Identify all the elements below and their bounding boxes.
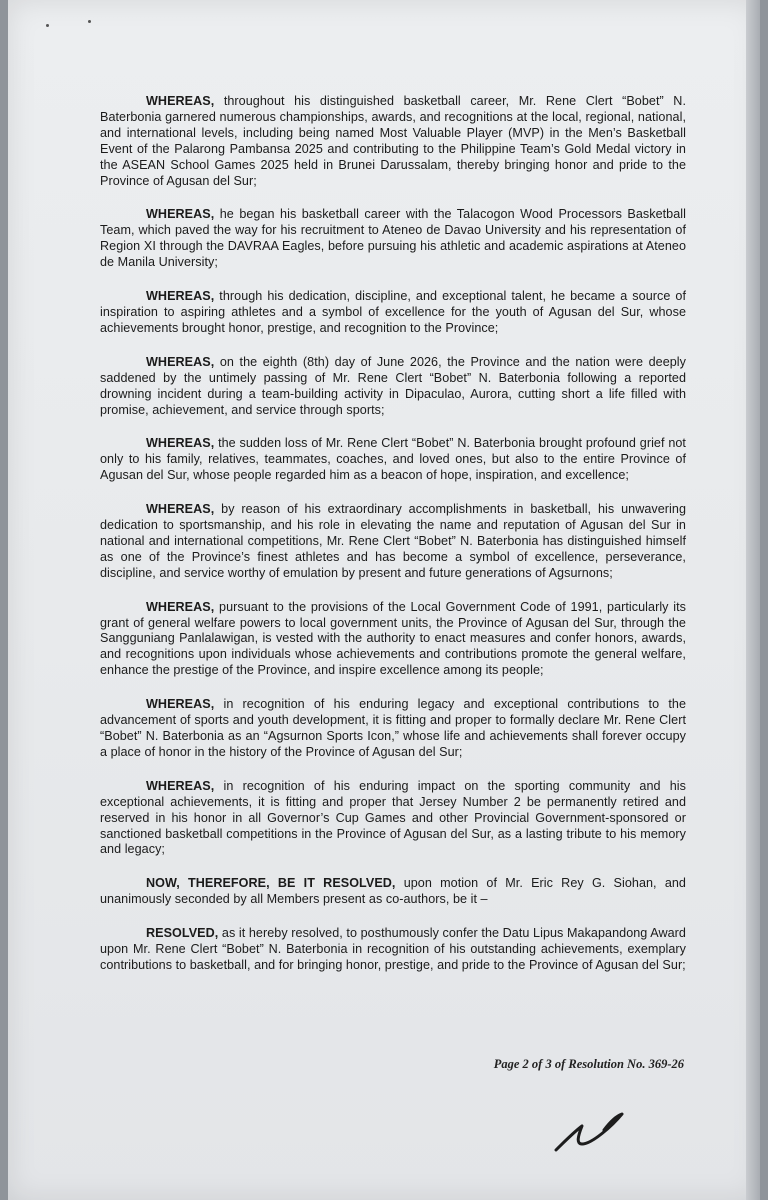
paragraph-lead: RESOLVED, xyxy=(146,926,219,941)
paragraph-text: as it hereby resolved, to posthumously confer the Datu Lipus Makapandong Award upon Mr. Rene Clert “Bobet” N. Baterbonia in recognition of his outstanding achievements, exemplary contributions to basketball, and for bringing honor, prestige, and pride to the Province of Agusan del Sur; xyxy=(100,926,686,972)
paragraph-lead: NOW, THEREFORE, BE IT RESOLVED, xyxy=(146,876,396,891)
paragraph-lead: WHEREAS, xyxy=(146,778,215,793)
resolved-clause-award xyxy=(100,926,686,974)
paper-specks xyxy=(36,14,116,34)
resolution-body xyxy=(100,94,686,992)
paragraph-lead: WHEREAS, xyxy=(146,207,215,222)
paragraph-text: in recognition of his enduring impact on the sporting community and his exceptional achievements, it is fitting and proper that Jersey Number 2 be permanently retired and reserved in his honor in all Governor’s Cup Games and other Provincial Government-sponsored or sanctioned basketball competitions in the Province of Agusan del Sur, as a lasting tribute to his memory and legacy; xyxy=(100,778,686,857)
paragraph-lead: WHEREAS, xyxy=(146,354,215,369)
paragraph-lead: WHEREAS, xyxy=(146,94,215,108)
signature-mark xyxy=(552,1106,628,1156)
paragraph-text: in recognition of his enduring legacy and exceptional contributions to the advancement of sports and youth development, it is fitting and proper to formally declare Mr. Rene Clert “Bobet” N. Baterbonia as an “Agsurnon Sports Icon,” whose life and achievements shall forever occupy a place of honor in the history of the Province of Agusan del Sur; xyxy=(100,697,686,759)
resolved-clause-motion xyxy=(100,876,686,908)
paragraph-lead: WHEREAS, xyxy=(146,502,215,517)
paragraph-lead: WHEREAS, xyxy=(146,599,215,614)
paragraph-lead: WHEREAS, xyxy=(146,436,215,451)
page-edge xyxy=(746,0,760,1200)
paragraph-lead: WHEREAS, xyxy=(146,697,215,712)
paragraph-text: upon motion of Mr. Eric Rey G. Siohan, and unanimously seconded by all Members present as co-authors, be it – xyxy=(100,876,686,907)
whereas-paragraph-4 xyxy=(100,355,686,419)
paragraph-lead: WHEREAS, xyxy=(146,289,215,304)
whereas-paragraph-6 xyxy=(100,502,686,582)
paragraph-text: he began his basketball career with the Talacogon Wood Processors Basketball Team, which paved the way for his recruitment to Ateneo de Davao University and his representation of Region XI through the DAVRAA Eagles, before pursuing his athletic and academic aspirations at Ateneo de Manila University; xyxy=(100,207,686,270)
whereas-paragraph-7 xyxy=(100,600,686,680)
paragraph-text: throughout his distinguished basketball career, Mr. Rene Clert “Bobet” N. Baterbonia garnered numerous championships, awards, and recognitions at the local, regional, national, and international levels, including being named Most Valuable Player (MVP) in the Men’s Basketball Event of the Palarong Pambansa 2025 and contributing to the Philippine Team’s Gold Medal victory in the ASEAN School Games 2025 held in Brunei Darussalam, thereby bringing honor and pride to the Province of Agusan del Sur; xyxy=(100,94,686,188)
paragraph-text: by reason of his extraordinary accomplishments in basketball, his unwavering dedication to sportsmanship, and his role in elevating the name and reputation of Agusan del Sur in national and international competitions, Mr. Rene Clert “Bobet” N. Baterbonia has distinguished himself as one of the Province’s finest athletes and has become a symbol of excellence, perseverance, discipline, and service worthy of emulation by present and future generations of Agsurnons; xyxy=(100,502,686,580)
document-page xyxy=(8,0,760,1200)
paragraph-text: the sudden loss of Mr. Rene Clert “Bobet” N. Baterbonia brought profound grief not only to his family, relatives, teammates, coaches, and loved ones, but also to the entire Province of Agusan del Sur, whose people regarded him as a beacon of hope, inspiration, and excellence; xyxy=(100,436,686,483)
paragraph-text: pursuant to the provisions of the Local Government Code of 1991, particularly its grant of general welfare powers to local government units, the Province of Agusan del Sur, through the Sangguniang Panlalawigan, is vested with the authority to enact measures and confer honors, awards, and recognitions upon individuals whose achievements and contributions promote the general welfare, enhance the prestige of the Province, and inspire excellence among its people; xyxy=(100,599,686,678)
paragraph-text: on the eighth (8th) day of June 2026, the Province and the nation were deeply saddened by the untimely passing of Mr. Rene Clert “Bobet” N. Baterbonia following a reported drowning incident during a team-building activity in Dipaculao, Aurora, cutting short a life filled with promise, achievement, and service through sports; xyxy=(100,354,686,417)
whereas-paragraph-9 xyxy=(100,779,686,859)
whereas-paragraph-2 xyxy=(100,207,686,271)
whereas-paragraph-3 xyxy=(100,289,686,337)
page-footer: Page 2 of 3 of Resolution No. 369-26 xyxy=(493,1057,684,1071)
whereas-paragraph-1 xyxy=(100,94,686,189)
paragraph-text: through his dedication, discipline, and exceptional talent, he became a source of inspiration to aspiring athletes and a symbol of excellence for the youth of Agusan del Sur, whose achievements brought honor, prestige, and recognition to the Province; xyxy=(100,289,686,335)
whereas-paragraph-5 xyxy=(100,436,686,484)
whereas-paragraph-8 xyxy=(100,697,686,761)
